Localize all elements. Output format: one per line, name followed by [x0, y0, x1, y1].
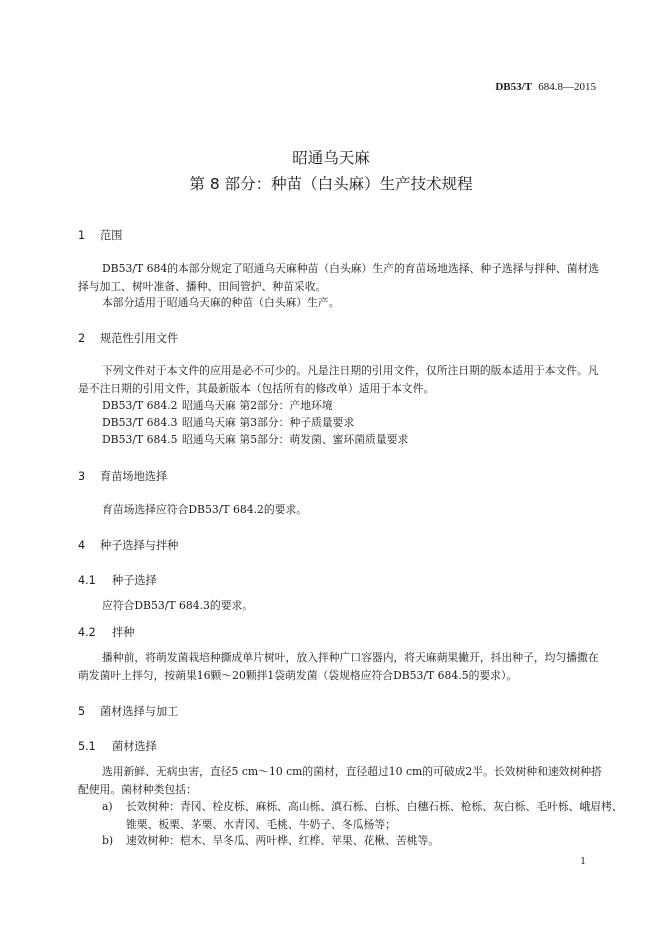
subsection-number: 5.1: [78, 740, 96, 753]
subsection-title: 拌种: [112, 626, 135, 639]
section-4-1-paragraph-1: 应符合DB53/T 684.3的要求。: [102, 599, 254, 612]
document-title: 昭通乌天麻: [292, 149, 370, 167]
standard-prefix: DB53/T: [495, 81, 532, 93]
section-title: 种子选择与拌种: [100, 539, 179, 552]
section-1-paragraph-2: 本部分适用于昭通乌天麻的种苗（白头麻）生产。: [102, 296, 340, 309]
section-number: 5: [78, 705, 86, 718]
section-3-heading: [78, 468, 167, 484]
section-title: 育苗场地选择: [100, 470, 168, 483]
subsection-title: 菌材选择: [112, 740, 157, 753]
standard-number: 684.8—2015: [538, 81, 596, 93]
section-number: 2: [78, 332, 86, 345]
list-marker: b): [102, 834, 114, 847]
standard-code: [495, 80, 596, 93]
section-5-heading: [78, 703, 178, 719]
section-number: 1: [78, 229, 86, 242]
section-4-2-paragraph-1: 播种前，将萌发菌栽培种撕成单片树叶，放入拌种广口容器内，将天麻蒴果撇开，抖出种子，均匀播撒在萌发菌叶上拌匀，按蒴果16颗～20颗拌1袋萌发菌（袋规格应符合DB53/T 684.5的要求）。: [78, 651, 599, 682]
reference-item: DB53/T 684.5 昭通乌天麻 第5部分：萌发菌、蜜环菌质量要求: [102, 433, 409, 446]
section-title: 菌材选择与加工: [100, 705, 179, 718]
section-number: 3: [78, 470, 86, 483]
subsection-number: 4.1: [78, 574, 96, 587]
section-1-heading: [78, 227, 122, 243]
section-4-heading: [78, 537, 178, 553]
page-number: 1: [580, 857, 586, 867]
reference-item: DB53/T 684.3 昭通乌天麻 第3部分：种子质量要求: [102, 416, 355, 429]
section-4-2-heading: [78, 624, 134, 640]
section-2-heading: [78, 330, 178, 346]
section-5-1-paragraph-1: 选用新鲜、无病虫害，直径5 cm～10 cm的菌材，直径超过10 cm的可破成2半。长效树种和速效树种搭配使用。菌材种类包括：: [78, 765, 602, 796]
section-4-1-heading: [78, 572, 157, 588]
document-subtitle: 第 8 部分：种苗（白头麻）生产技术规程: [189, 175, 473, 193]
section-number: 4: [78, 539, 86, 552]
subsection-number: 4.2: [78, 626, 96, 639]
reference-item: DB53/T 684.2 昭通乌天麻 第2部分：产地环境: [102, 399, 333, 412]
section-1-paragraph-1: DB53/T 684的本部分规定了昭通乌天麻种苗（白头麻）生产的育苗场地选择、种子选择与拌种、菌材选择与加工、树叶准备、播种、田间管护、种苗采收。: [78, 262, 600, 293]
list-item: [102, 832, 628, 850]
section-5-1-heading: [78, 738, 157, 754]
list-item: [102, 798, 628, 833]
list-item-text: 速效树种：桤木、旱冬瓜、两叶桦、红桦、苹果、花楸、苦桃等。: [126, 834, 440, 847]
list-item-text: 长效树种：青冈、栓皮栎、麻栎、高山栎、滇石栎、白栎、白穗石栎、枪栎、灰白栎、毛叶栎、峨眉栲、锥栗、板栗、茅栗、水青冈、毛桃、牛奶子、冬瓜杨等；: [126, 800, 623, 831]
subsection-title: 种子选择: [112, 574, 157, 587]
list-marker: a): [102, 800, 113, 813]
section-2-paragraph-1: 下列文件对于本文件的应用是必不可少的。凡是注日期的引用文件，仅所注日期的版本适用于本文件。凡是不注日期的引用文件，其最新版本（包括所有的修改单）适用于本文件。: [78, 364, 599, 395]
section-title: 范围: [100, 229, 123, 242]
section-3-paragraph-1: 育苗场选择应符合DB53/T 684.2的要求。: [102, 503, 308, 516]
section-title: 规范性引用文件: [100, 332, 179, 345]
